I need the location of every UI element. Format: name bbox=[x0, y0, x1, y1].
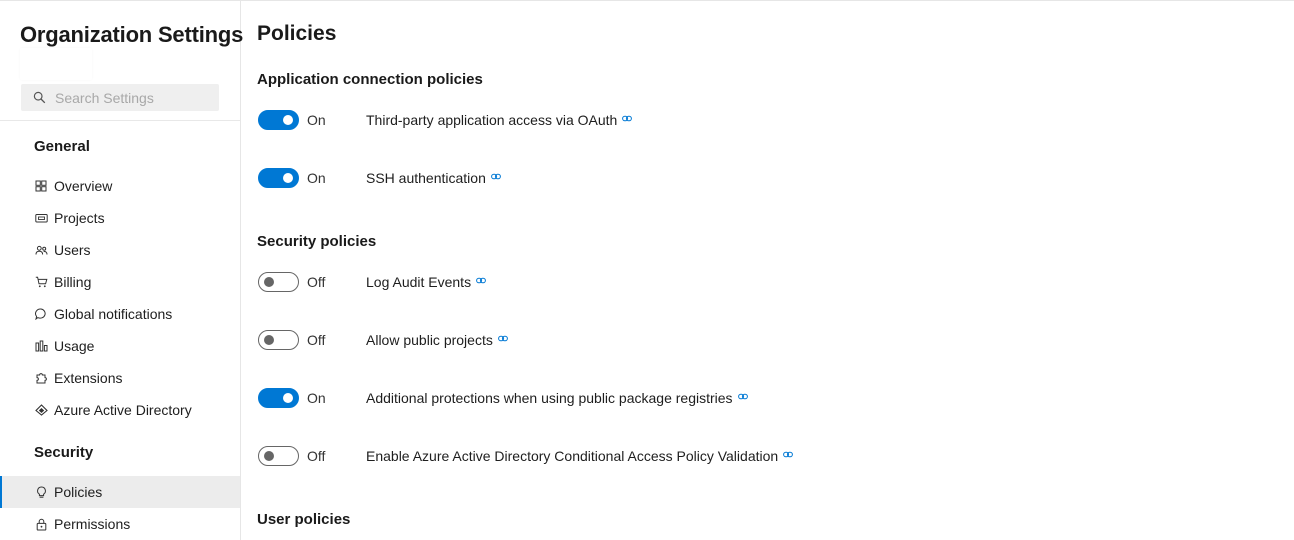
sidebar-item-permissions[interactable] bbox=[0, 508, 240, 540]
toggle-knob bbox=[283, 115, 293, 125]
policy-row bbox=[258, 387, 748, 409]
chat-icon bbox=[34, 307, 48, 321]
toggle-state-label: On bbox=[307, 112, 326, 128]
policy-label: Log Audit Events bbox=[366, 274, 472, 290]
toggle-state-label: Off bbox=[307, 448, 326, 464]
sidebar-item-label: Policies bbox=[54, 484, 103, 500]
policy-toggle[interactable] bbox=[258, 388, 299, 408]
policy-toggle[interactable] bbox=[258, 168, 299, 188]
sidebar-item-label: Azure Active Directory bbox=[54, 402, 192, 418]
policy-row bbox=[258, 109, 632, 131]
search-input[interactable] bbox=[55, 90, 205, 106]
azure-ad-icon bbox=[34, 403, 48, 417]
search-box[interactable] bbox=[21, 84, 219, 111]
policy-label: Enable Azure Active Directory Conditional Access Policy Validation bbox=[366, 448, 779, 464]
link-icon[interactable] bbox=[476, 277, 486, 284]
toggle-knob bbox=[264, 335, 274, 345]
sidebar-item-overview[interactable] bbox=[0, 170, 240, 202]
sidebar-item-users[interactable] bbox=[0, 234, 240, 266]
section-user-policies: User policies bbox=[257, 511, 351, 528]
section-security-policies: Security policies bbox=[257, 233, 377, 250]
puzzle-icon bbox=[34, 371, 48, 385]
policy-row bbox=[258, 271, 486, 293]
link-icon[interactable] bbox=[491, 173, 501, 180]
organization-logo bbox=[20, 48, 92, 80]
lock-icon bbox=[34, 517, 48, 531]
sidebar bbox=[0, 0, 244, 540]
sidebar-item-label: Global notifications bbox=[54, 306, 173, 322]
nav-group-security: Security bbox=[34, 444, 94, 461]
toggle-knob bbox=[283, 393, 293, 403]
sidebar-item-label: Usage bbox=[54, 338, 95, 354]
policy-toggle[interactable] bbox=[258, 446, 299, 466]
sidebar-item-label: Extensions bbox=[54, 370, 123, 386]
policy-toggle[interactable] bbox=[258, 272, 299, 292]
toggle-state-label: On bbox=[307, 390, 326, 406]
policy-label: Third-party application access via OAuth bbox=[366, 112, 618, 128]
nav-group-general: General bbox=[34, 138, 90, 155]
link-icon[interactable] bbox=[738, 393, 748, 400]
toggle-knob bbox=[283, 173, 293, 183]
toggle-state-label: Off bbox=[307, 332, 326, 348]
policy-label: Allow public projects bbox=[366, 332, 493, 348]
policy-label: SSH authentication bbox=[366, 170, 486, 186]
policy-row bbox=[258, 167, 501, 189]
sidebar-item-label: Overview bbox=[54, 178, 113, 194]
cart-icon bbox=[34, 275, 48, 289]
main-content bbox=[241, 0, 1294, 540]
sidebar-divider bbox=[0, 120, 240, 121]
users-icon bbox=[34, 243, 48, 257]
sidebar-item-extensions[interactable] bbox=[0, 362, 240, 394]
policy-label: Additional protections when using public package registries bbox=[366, 390, 733, 406]
link-icon[interactable] bbox=[622, 115, 632, 122]
policy-toggle[interactable] bbox=[258, 330, 299, 350]
link-icon[interactable] bbox=[783, 451, 793, 458]
toggle-state-label: On bbox=[307, 170, 326, 186]
policy-toggle[interactable] bbox=[258, 110, 299, 130]
policy-row bbox=[258, 329, 508, 351]
policy-row bbox=[258, 445, 793, 467]
sidebar-title: Organization Settings bbox=[20, 22, 244, 47]
section-application-connection-policies: Application connection policies bbox=[257, 71, 483, 88]
sidebar-item-usage[interactable] bbox=[0, 330, 240, 362]
sidebar-item-label: Permissions bbox=[54, 516, 131, 532]
toggle-knob bbox=[264, 277, 274, 287]
sidebar-item-azure-active-directory[interactable] bbox=[0, 394, 240, 426]
sidebar-item-label: Projects bbox=[54, 210, 105, 226]
sidebar-item-global-notifications[interactable] bbox=[0, 298, 240, 330]
project-icon bbox=[34, 211, 48, 225]
grid-icon bbox=[34, 179, 48, 193]
search-icon bbox=[33, 91, 46, 104]
toggle-knob bbox=[264, 451, 274, 461]
sidebar-item-label: Users bbox=[54, 242, 91, 258]
sidebar-item-label: Billing bbox=[54, 274, 92, 290]
toggle-state-label: Off bbox=[307, 274, 326, 290]
bar-chart-icon bbox=[34, 339, 48, 353]
page-title: Policies bbox=[257, 22, 337, 45]
link-icon[interactable] bbox=[498, 335, 508, 342]
sidebar-item-projects[interactable] bbox=[0, 202, 240, 234]
sidebar-item-billing[interactable] bbox=[0, 266, 240, 298]
sidebar-item-policies[interactable] bbox=[0, 476, 240, 508]
lightbulb-icon bbox=[34, 485, 48, 499]
